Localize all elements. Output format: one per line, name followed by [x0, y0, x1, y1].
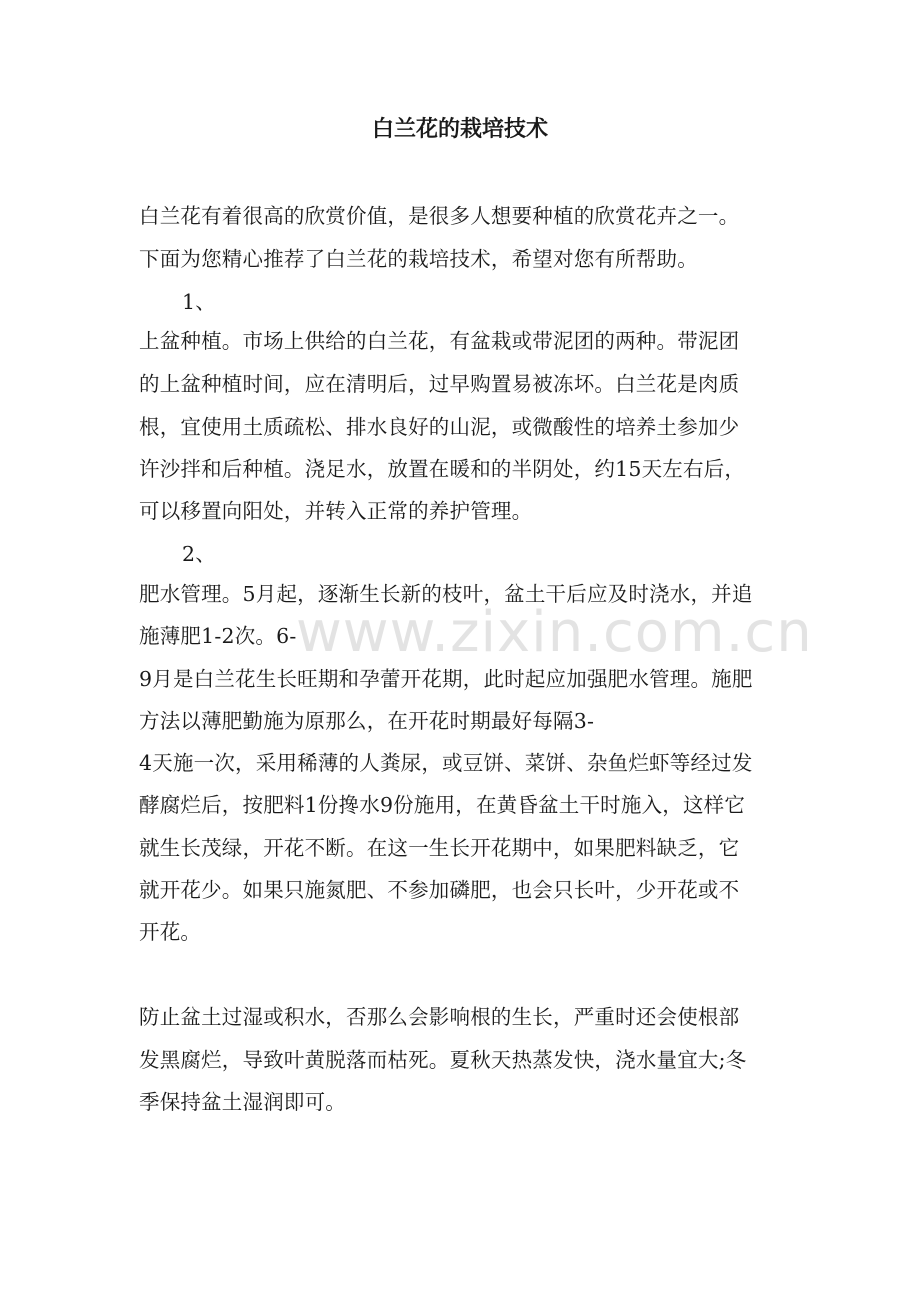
paragraph-line: 4天施一次，采用稀薄的人粪尿，或豆饼、菜饼、杂鱼烂虾等经过发 [139, 751, 753, 775]
paragraph-line: 上盆种植。市场上供给的白兰花，有盆栽或带泥团的两种。带泥团 [139, 329, 740, 353]
paragraph-line: 施薄肥1-2次。6- [139, 624, 297, 648]
intro-line-2: 下面为您精心推荐了白兰花的栽培技术，希望对您有所帮助。 [139, 247, 698, 271]
paragraph-line: 酵腐烂后，按肥料1份搀水9份施用，在黄昏盆土干时施入，这样它 [139, 793, 746, 817]
paragraph-line: 就生长茂绿，开花不断。在这一生长开花期中，如果肥料缺乏，它 [139, 836, 740, 860]
paragraph-line: 发黑腐烂，导致叶黄脱落而枯死。夏秋天热蒸发快，浇水量宜大;冬 [139, 1048, 747, 1072]
section-number-1: 1、 [182, 290, 216, 314]
paragraph-line: 开花。 [139, 920, 202, 944]
intro-line-1: 白兰花有着很高的欣赏价值，是很多人想要种植的欣赏花卉之一。 [139, 204, 740, 228]
paragraph-line: 许沙拌和后种植。浇足水，放置在暖和的半阴处，约15天左右后， [139, 457, 746, 481]
paragraph-line: 根，宜使用土质疏松、排水良好的山泥，或微酸性的培养土参加少 [139, 415, 740, 439]
paragraph-line: 季保持盆土湿润即可。 [139, 1090, 346, 1114]
paragraph-line: 9月是白兰花生长旺期和孕蕾开花期，此时起应加强肥水管理。施肥 [139, 667, 753, 691]
paragraph-line: 肥水管理。5月起，逐渐生长新的枝叶，盆土干后应及时浇水，并追 [139, 582, 753, 606]
paragraph-line: 的上盆种植时间，应在清明后，过早购置易被冻坏。白兰花是肉质 [139, 372, 740, 396]
paragraph-line: 方法以薄肥勤施为原那么，在开花时期最好每隔3- [139, 709, 595, 733]
paragraph-line: 防止盆土过湿或积水，否那么会影响根的生长，严重时还会使根部 [139, 1005, 740, 1029]
section-number-2: 2、 [182, 542, 216, 566]
paragraph-line: 就开花少。如果只施氮肥、不参加磷肥，也会只长叶，少开花或不 [139, 878, 740, 902]
watermark: www.zixin.com.cn [296, 600, 813, 665]
document-title: 白兰花的栽培技术 [371, 116, 548, 142]
paragraph-line: 可以移置向阳处，并转入正常的养护管理。 [139, 499, 533, 523]
